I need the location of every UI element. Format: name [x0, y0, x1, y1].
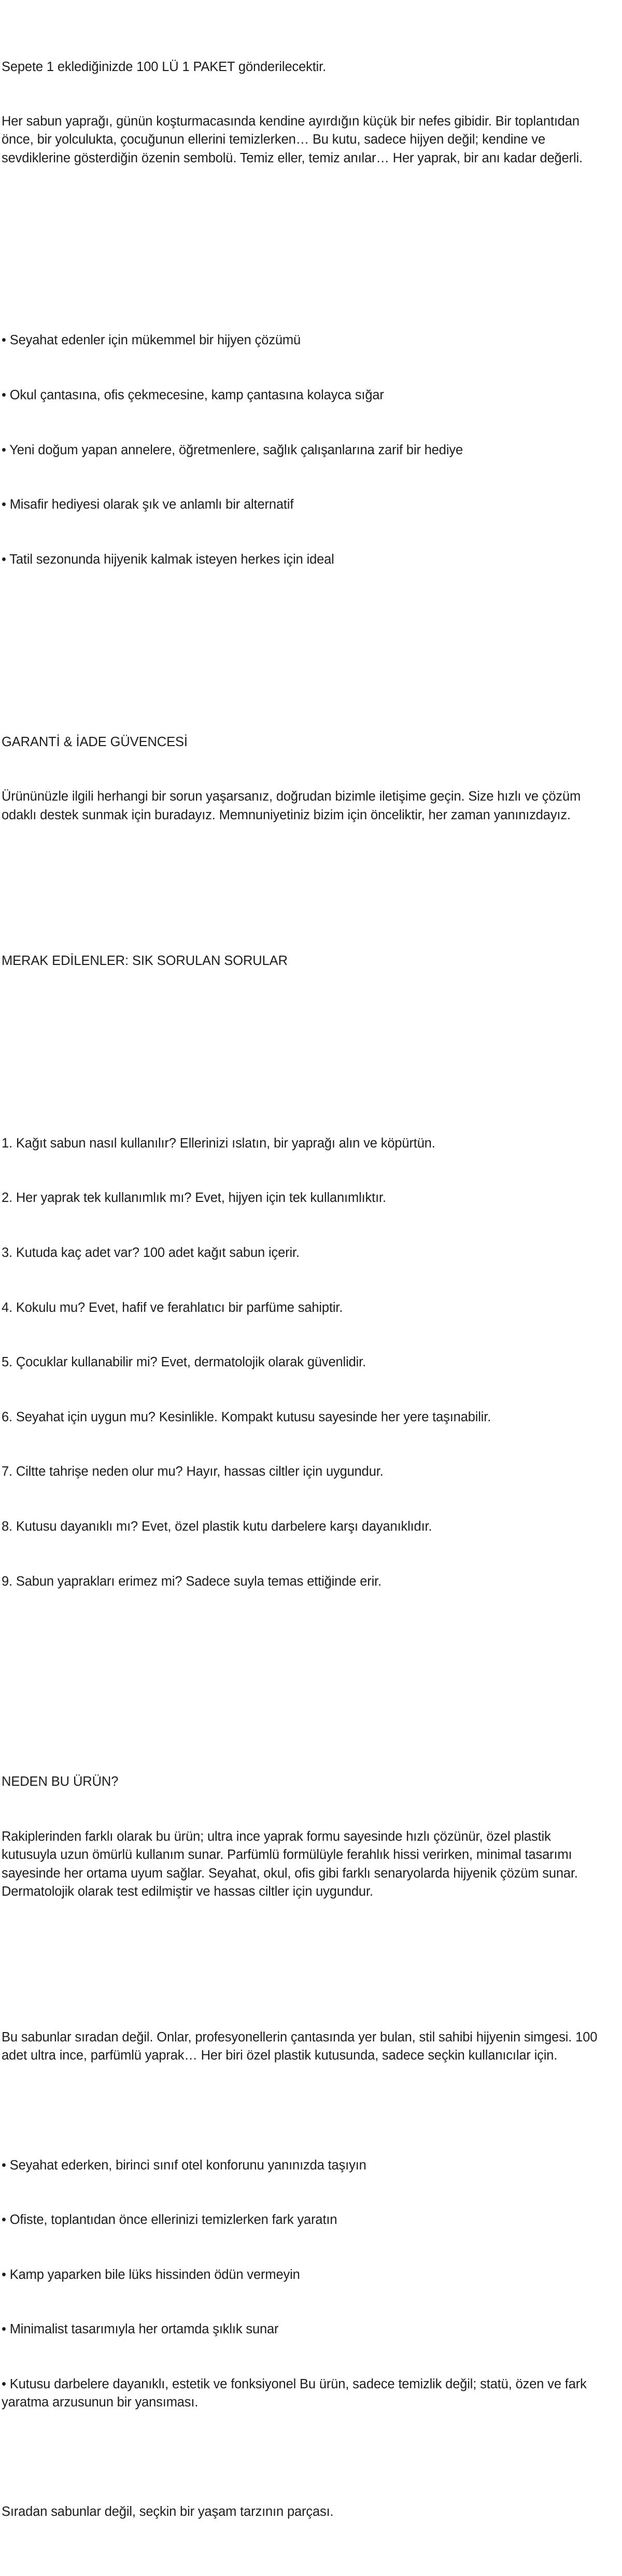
list-item: • Okul çantasına, ofis çekmecesine, kamp çantasına kolayca sığar — [2, 388, 384, 403]
faq-item: 5. Çocuklar kullanabilir mi? Evet, dermatolojik olarak güvenlidir. — [2, 1355, 366, 1370]
list-item: • Misafir hediyesi olarak şık ve anlamlı bir alternatif — [2, 497, 294, 512]
faq-item: 4. Kokulu mu? Evet, hafif ve ferahlatıcı bir parfüme sahiptir. — [2, 1300, 343, 1315]
spacer — [2, 1025, 598, 1043]
spacer — [2, 879, 598, 897]
list-item: • Yeni doğum yapan annelere, öğretmenlere, sağlık çalışanlarına zarif bir hediye — [2, 442, 463, 457]
list-item: • Kutusu darbelere dayanıklı, estetik ve fonksiyonel Bu ürün, sadece temizlik değil; statü, özen ve fark yaratma arzusunun bir yansıması. — [2, 2376, 590, 2410]
faq-item: 7. Ciltte tahrişe neden olur mu? Hayır, hassas ciltler için uygundur. — [2, 1464, 384, 1479]
spacer — [2, 222, 598, 240]
faq-item: 3. Kutuda kaç adet var? 100 adet kağıt sabun içerir. — [2, 1245, 300, 1260]
warranty-paragraph: Ürününüzle ilgili herhangi bir sorun yaşarsanız, doğrudan bizimle iletişime geçin. Size hızlı ve çözüm odaklı destek sunmak için buradayız. Memnuniyetiniz bizim için önceliktir, her zaman yanınızdayız. — [2, 789, 585, 822]
why-paragraph: Rakiplerinden farklı olarak bu ürün; ultra ince yaprak formu sayesinde hızlı çözünür, özel plastik kutusuyla uzun ömürlü kullanım sunar. Parfümlü formülüyle ferahlık hissi verirken, minimal tasarımı sayesinde her ortama uyum sağlar. Seyahat, okul, ofis gibi farklı senaryolarda hijyenik çözüm sunar. Dermatolojik olarak test edilmiştir ve hassas ciltler için uygundur. — [2, 1829, 582, 1899]
closing-paragraph: Bu sabunlar sıradan değil. Onlar, profesyonellerin çantasında yer bulan, stil sahibi hijyenin simgesi. 100 adet ultra ince, parfümlü yaprak… Her biri özel plastik kutusunda, sadece seçkin kullanıcılar için. — [2, 2030, 601, 2063]
why-heading: NEDEN BU ÜRÜN? — [2, 1774, 119, 1789]
spacer — [2, 1682, 598, 1718]
list-item: • Ofiste, toplantıdan önce ellerinizi temizlerken fark yaratın — [2, 2213, 337, 2228]
list-item: • Seyahat edenler için mükemmel bir hijyen çözümü — [2, 333, 301, 348]
warranty-heading: GARANTİ & İADE GÜVENCESİ — [2, 734, 188, 749]
faq-item: 8. Kutusu dayanıklı mı? Evet, özel plastik kutu darbelere karşı dayanıklıdır. — [2, 1519, 432, 1534]
faq-list — [2, 1098, 598, 1627]
faq-item: 6. Seyahat için uygun mu? Kesinlikle. Kompakt kutusu sayesinde her yere taşınabilir. — [2, 1409, 491, 1424]
final-line: Sıradan sabunlar değil, seçkin bir yaşam tarzının parçası. — [2, 2504, 334, 2519]
spacer — [2, 660, 598, 678]
faq-item: 9. Sabun yaprakları erimez mi? Sadece suyla temas ettiğinde erir. — [2, 1574, 381, 1589]
list-item: • Tatil sezonunda hijyenik kalmak isteyen herkes için ideal — [2, 552, 334, 567]
shipping-note: Sepete 1 eklediğinizde 100 LÜ 1 PAKET gönderilecektir. — [2, 59, 327, 74]
closing-list — [2, 2120, 598, 2448]
faq-heading: MERAK EDİLENLER: SIK SORULAN SORULAR — [2, 953, 288, 968]
list-item: • Kamp yaparken bile lüks hissinden ödün vermeyin — [2, 2267, 300, 2282]
list-item: • Minimalist tasarımıyla her ortamda şıklık sunar — [2, 2322, 279, 2337]
faq-item: 2. Her yaprak tek kullanımlık mı? Evet, hijyen için tek kullanımlıktır. — [2, 1191, 386, 1206]
benefits-list — [2, 295, 598, 605]
intro-paragraph: Her sabun yaprağı, günün koşturmacasında kendine ayırdığın küçük bir nefes gibidir. Bir toplantıdan önce, bir yolculukta, çocuğunun ellerini temizlerken… Bu kutu, sadece hijyen değil; kendine ve sevdiklerine gösterdiğin özenin sembolü. Temiz eller, temiz anılar… Her yaprak, bir anı kadar değerli. — [2, 114, 583, 165]
list-item: • Seyahat ederken, birinci sınıf otel konforunu yanınızda taşıyın — [2, 2158, 366, 2173]
spacer — [2, 1956, 598, 1974]
product-description-content — [2, 3, 601, 2576]
faq-item: 1. Kağıt sabun nasıl kullanılır? Ellerinizi ıslatın, bir yaprağı alın ve köpürtün. — [2, 1136, 435, 1151]
